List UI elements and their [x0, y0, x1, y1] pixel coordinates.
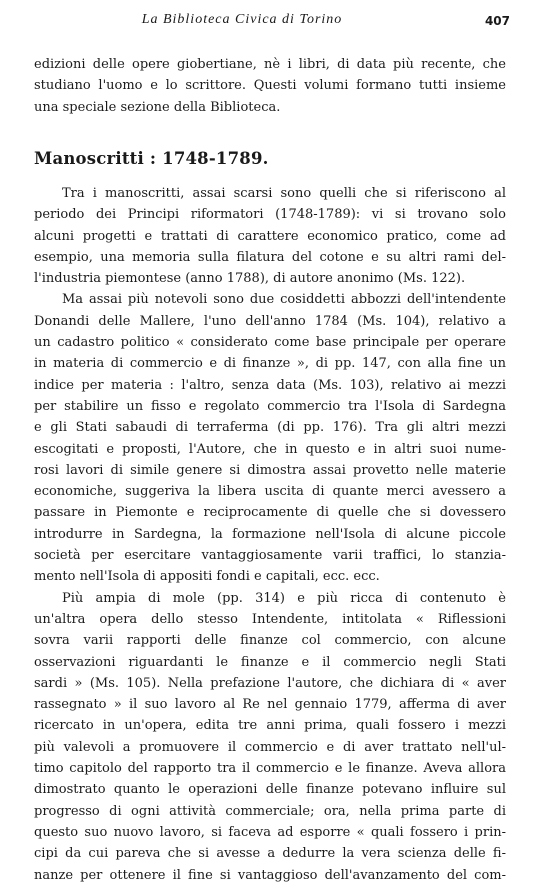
- section-body: [34, 183, 506, 886]
- text-line: un cadastro politico « considerato come base principale per operare: [34, 335, 506, 351]
- text-line: l'industria piemontese (anno 1788), di autore anonimo (Ms. 122).: [34, 271, 466, 287]
- text-line: mento nell'Isola di appositi fondi e capitali, ecc. ecc.: [34, 569, 380, 585]
- text-line: progresso di ogni attività commerciale; ora, nella prima parte di: [34, 803, 506, 819]
- running-header: [34, 12, 510, 34]
- text-line: introdurre in Sardegna, la formazione nell'Isola di alcune piccole: [34, 526, 506, 542]
- section-heading: Manoscritti : 1748-1789.: [34, 149, 269, 168]
- text-line: sovra varii rapporti delle finanze col commercio, con alcune: [34, 633, 506, 649]
- text-line: dimostrato quanto le operazioni delle finanze potevano influire sul: [34, 782, 506, 798]
- page-number: 407: [484, 14, 510, 28]
- text-line: passare in Piemonte e reciprocamente di quelle che si dovessero: [34, 505, 506, 521]
- text-line: escogitati e proposti, l'Autore, che in questo e in altri suoi nume-: [34, 441, 506, 457]
- text-line: economiche, suggeriva la libera uscita di quante merci avessero a: [34, 484, 506, 500]
- running-title: La Biblioteca Civica di Torino: [141, 12, 343, 27]
- intro-paragraph: [34, 54, 506, 118]
- text-line: rassegnato » il suo lavoro al Re nel gennaio 1779, afferma di aver: [34, 697, 506, 713]
- text-line: edizioni delle opere giobertiane, nè i libri, di data più recente, che: [34, 57, 506, 72]
- text-line: Più ampia di mole (pp. 314) e più ricca di contenuto è: [62, 590, 506, 606]
- text-line: in materia di commercio e di finanze », di pp. 147, con alla fine un: [34, 356, 506, 372]
- text-line: cipi da cui pareva che si avesse a dedurre la vera scienza delle fi-: [34, 846, 506, 862]
- text-line: sardi » (Ms. 105). Nella prefazione l'autore, che dichiara di « aver: [34, 675, 506, 691]
- text-line: timo capitolo del rapporto tra il commercio e le finanze. Aveva allora: [34, 761, 506, 777]
- text-line: studiano l'uomo e lo scrittore. Questi volumi formano tutti insieme: [34, 78, 506, 94]
- text-line: osservazioni riguardanti le finanze e il commercio negli Stati: [34, 654, 506, 670]
- text-line: Ma assai più notevoli sono due cosiddetti abbozzi dell'intendente: [62, 292, 506, 308]
- text-line: rosi lavori di simile genere si dimostra assai provetto nelle materie: [34, 462, 506, 478]
- text-line: nanze per ottenere il fine si vantaggioso dell'avanzamento del com-: [34, 867, 506, 883]
- text-line: Tra i manoscritti, assai scarsi sono quelli che si riferiscono al: [62, 186, 506, 201]
- text-line: una speciale sezione della Biblioteca.: [34, 99, 281, 115]
- text-line: alcuni progetti e trattati di carattere economico pratico, come ad: [34, 228, 506, 244]
- text-line: e gli Stati sabaudi di terraferma (di pp. 176). Tra gli altri mezzi: [34, 420, 506, 436]
- text-line: società per esercitare vantaggiosamente varii traffici, lo stanzia-: [34, 548, 506, 564]
- text-line: più valevoli a promuovere il commercio e di aver trattato nell'ul-: [34, 739, 506, 755]
- text-line: periodo dei Principi riformatori (1748-1789): vi si trovano solo: [34, 207, 506, 223]
- text-line: ricercato in un'opera, edita tre anni prima, quali fossero i mezzi: [34, 718, 506, 734]
- text-line: indice per materia : l'altro, senza data (Ms. 103), relativo ai mezzi: [34, 377, 506, 393]
- text-line: esempio, una memoria sulla filatura del cotone e su altri rami del-: [34, 249, 506, 265]
- text-line: questo suo nuovo lavoro, si faceva ad esporre « quali fossero i prin-: [34, 824, 506, 840]
- text-line: per stabilire un fisso e regolato commercio tra l'Isola di Sardegna: [34, 398, 506, 414]
- text-line: Donandi delle Mallere, l'uno dell'anno 1784 (Ms. 104), relativo a: [34, 313, 506, 329]
- text-line: un'altra opera dello stesso Intendente, intitolata « Riflessioni: [34, 611, 506, 627]
